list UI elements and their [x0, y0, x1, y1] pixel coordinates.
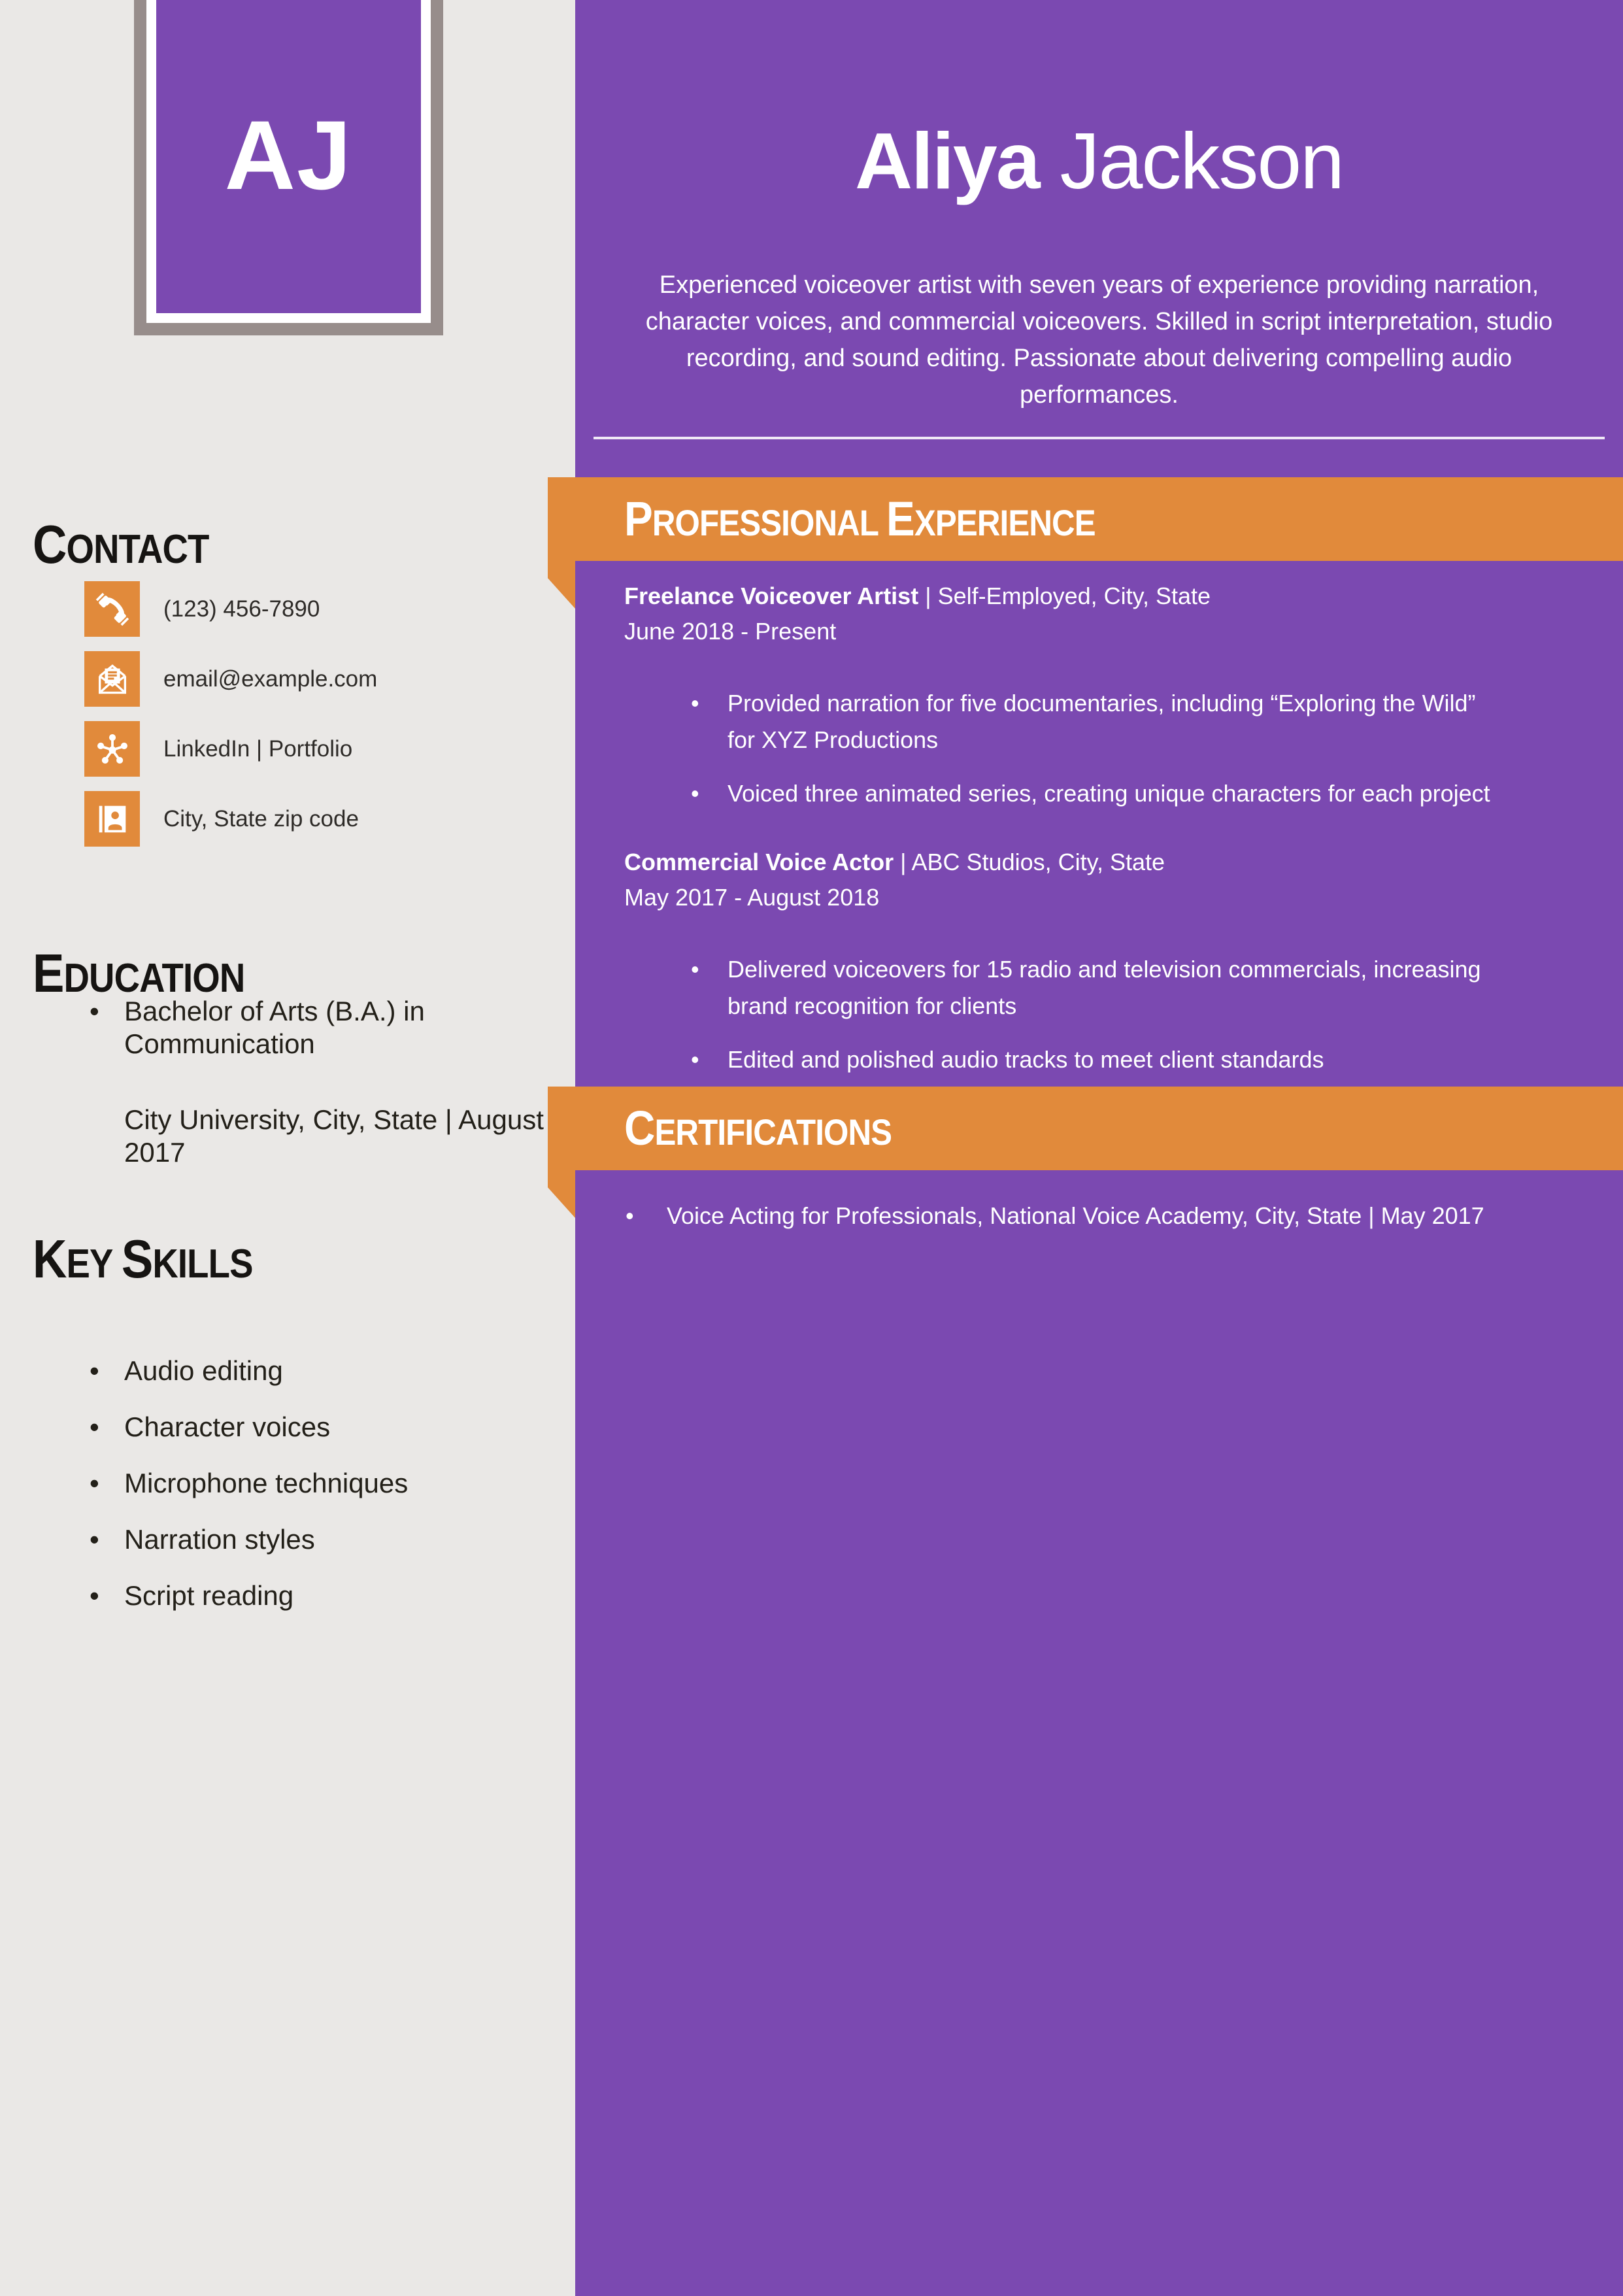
monogram-badge: [134, 0, 443, 335]
skill-item: • Microphone techniques: [88, 1467, 520, 1500]
contact-heading: CONTACT: [33, 515, 209, 575]
monogram-core: [156, 0, 421, 313]
name-title: [575, 116, 1623, 205]
job-commercial: [624, 845, 1572, 915]
network-icon: [84, 721, 140, 777]
skill-item: • Narration styles: [88, 1523, 520, 1556]
job-freelance: [624, 579, 1572, 649]
education-degree: • Bachelor of Arts (B.A.) in Communication: [88, 995, 520, 1060]
job-title-line: [624, 579, 1572, 614]
contact-row-location: [84, 791, 359, 847]
experience-heading: PROFESSIONAL EXPERIENCE: [624, 491, 1096, 546]
contact-row-phone: [84, 581, 320, 637]
contact-phone: (123) 456-7890: [163, 596, 320, 622]
job-title: Commercial Voice Actor: [624, 849, 894, 875]
skills-list: [88, 1355, 520, 1636]
job-freelance-bullets: [691, 685, 1501, 829]
monogram-initials: AJ: [224, 99, 353, 210]
header-divider: [594, 437, 1605, 439]
certifications-banner: [548, 1087, 1623, 1170]
certifications-list: [626, 1198, 1580, 1234]
education-school: City University, City, State | August 2017: [124, 1104, 544, 1168]
address-card-icon: [84, 791, 140, 847]
job-title-line: [624, 845, 1572, 880]
job-meta: | Self-Employed, City, State: [925, 582, 1211, 609]
skill-item: • Script reading: [88, 1579, 520, 1612]
skill-item: • Audio editing: [88, 1355, 520, 1387]
job-commercial-bullets: [691, 951, 1501, 1095]
job-dates: May 2017 - August 2018: [624, 884, 880, 911]
summary-text: Experienced voiceover artist with seven years of experience providing narration, character voices, and commercial voiceovers. Skilled in script interpretation, studio recording, and sound editing. Passionate about delivering compelling audio performances.: [645, 271, 1553, 409]
experience-bullet: • Provided narration for five documentaries, including “Exploring the Wild” for XYZ Productions: [691, 685, 1501, 758]
skills-heading: KEY SKILLS: [33, 1229, 253, 1289]
education-list: [88, 995, 520, 1060]
certification-item: • Voice Acting for Professionals, National Voice Academy, City, State | May 2017: [626, 1198, 1580, 1234]
monogram-frame: [146, 0, 431, 323]
skill-item: • Character voices: [88, 1411, 520, 1443]
contact-links: LinkedIn | Portfolio: [163, 735, 353, 762]
job-title: Freelance Voiceover Artist: [624, 582, 919, 609]
experience-bullet: • Delivered voiceovers for 15 radio and television commercials, increasing brand recognition for clients: [691, 951, 1501, 1024]
first-name: Aliya: [854, 116, 1039, 205]
contact-row-links: [84, 721, 352, 777]
job-dates: June 2018 - Present: [624, 618, 837, 645]
main-column: [575, 0, 1623, 2296]
contact-row-email: [84, 651, 377, 707]
email-icon: [84, 651, 140, 707]
job-meta: | ABC Studios, City, State: [900, 849, 1165, 875]
experience-bullet: • Edited and polished audio tracks to meet client standards: [691, 1041, 1501, 1078]
certifications-heading: CERTIFICATIONS: [624, 1100, 892, 1155]
experience-banner: [548, 477, 1623, 561]
contact-location: City, State zip code: [163, 805, 359, 832]
experience-bullet: • Voiced three animated series, creating unique characters for each project: [691, 775, 1501, 812]
last-name: Jackson: [1060, 116, 1344, 205]
education-heading: EDUCATION: [33, 943, 245, 1004]
phone-icon: [84, 581, 140, 637]
contact-email: email@example.com: [163, 666, 378, 692]
sidebar: [0, 0, 575, 2296]
